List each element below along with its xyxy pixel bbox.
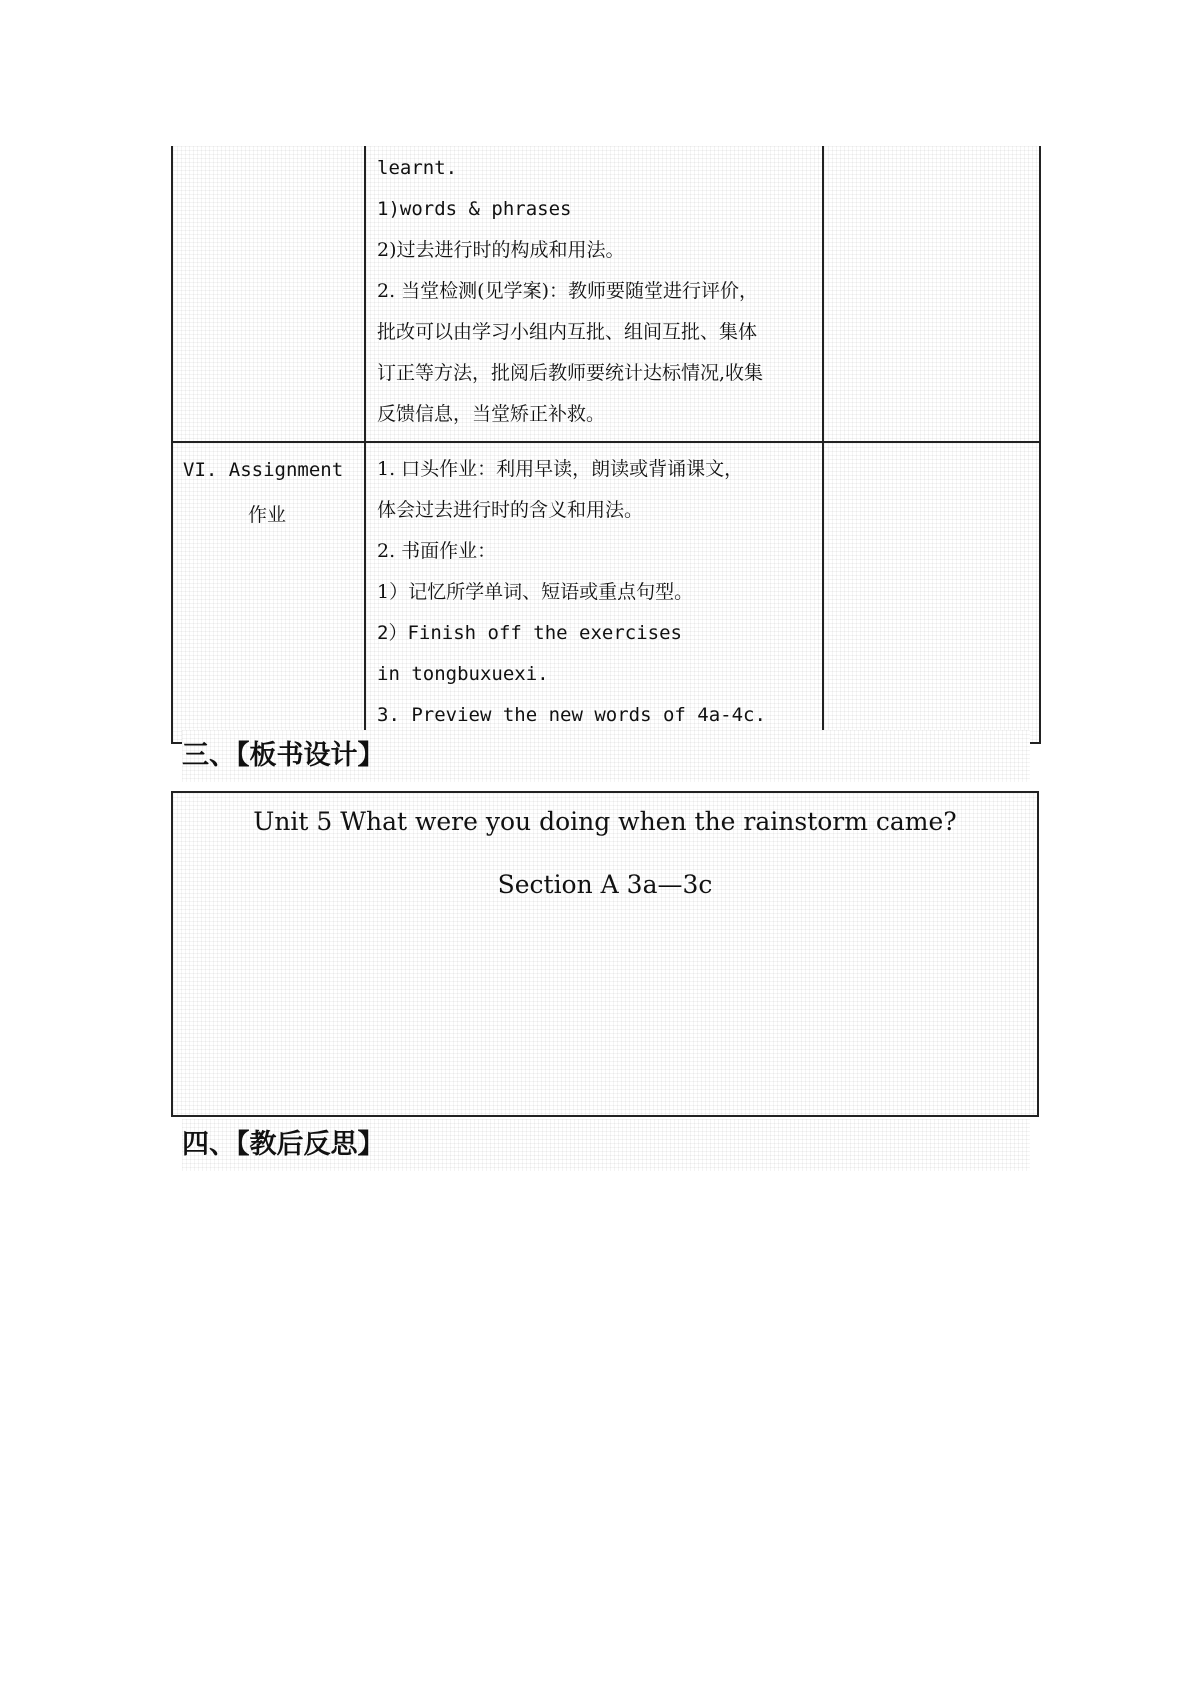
content-line: 反馈信息，当堂矫正补救。 — [377, 403, 606, 425]
reflection-heading: 四、【教后反思】 — [182, 1119, 1030, 1171]
board-subtitle: Section A 3a—3c — [497, 870, 713, 899]
content-line: in tongbuxuexi. — [377, 663, 549, 685]
stage-title-cn: 作业 — [248, 504, 287, 526]
content-line: 3. Preview the new words of 4a-4c. — [377, 704, 766, 726]
board-design-box — [171, 791, 1039, 1117]
content-line: 1)words & phrases — [377, 198, 572, 220]
stage-title-en: VI. Assignment — [183, 459, 344, 481]
content-line: 2. 书面作业： — [377, 540, 497, 562]
board-design-heading: 三、【板书设计】 — [182, 730, 1030, 782]
board-title: Unit 5 What were you doing when the rainstorm came? — [253, 807, 957, 836]
content-line: 1. 口头作业：利用早读，朗读或背诵课文， — [377, 458, 744, 480]
content-line: 2)过去进行时的构成和用法。 — [377, 239, 625, 261]
lesson-table — [171, 146, 1041, 744]
content-line: 批改可以由学习小组内互批、组间互批、集体 — [377, 321, 758, 343]
content-line: learnt. — [377, 157, 458, 179]
stage-cell — [172, 146, 365, 442]
content-line: 体会过去进行时的含义和用法。 — [377, 499, 644, 521]
table-row — [172, 442, 1040, 743]
stage-cell — [172, 442, 365, 743]
content-line: 订正等方法，批阅后教师要统计达标情况,收集 — [377, 362, 764, 384]
content-line: 2. 当堂检测(见学案)：教师要随堂进行评价， — [377, 280, 758, 302]
notes-cell — [823, 442, 1040, 743]
content-line: 1）记忆所学单词、短语或重点句型。 — [377, 581, 694, 603]
content-cell — [365, 146, 823, 442]
table-row — [172, 146, 1040, 442]
notes-cell — [823, 146, 1040, 442]
content-cell — [365, 442, 823, 743]
content-line: 2）Finish off the exercises — [377, 622, 682, 644]
